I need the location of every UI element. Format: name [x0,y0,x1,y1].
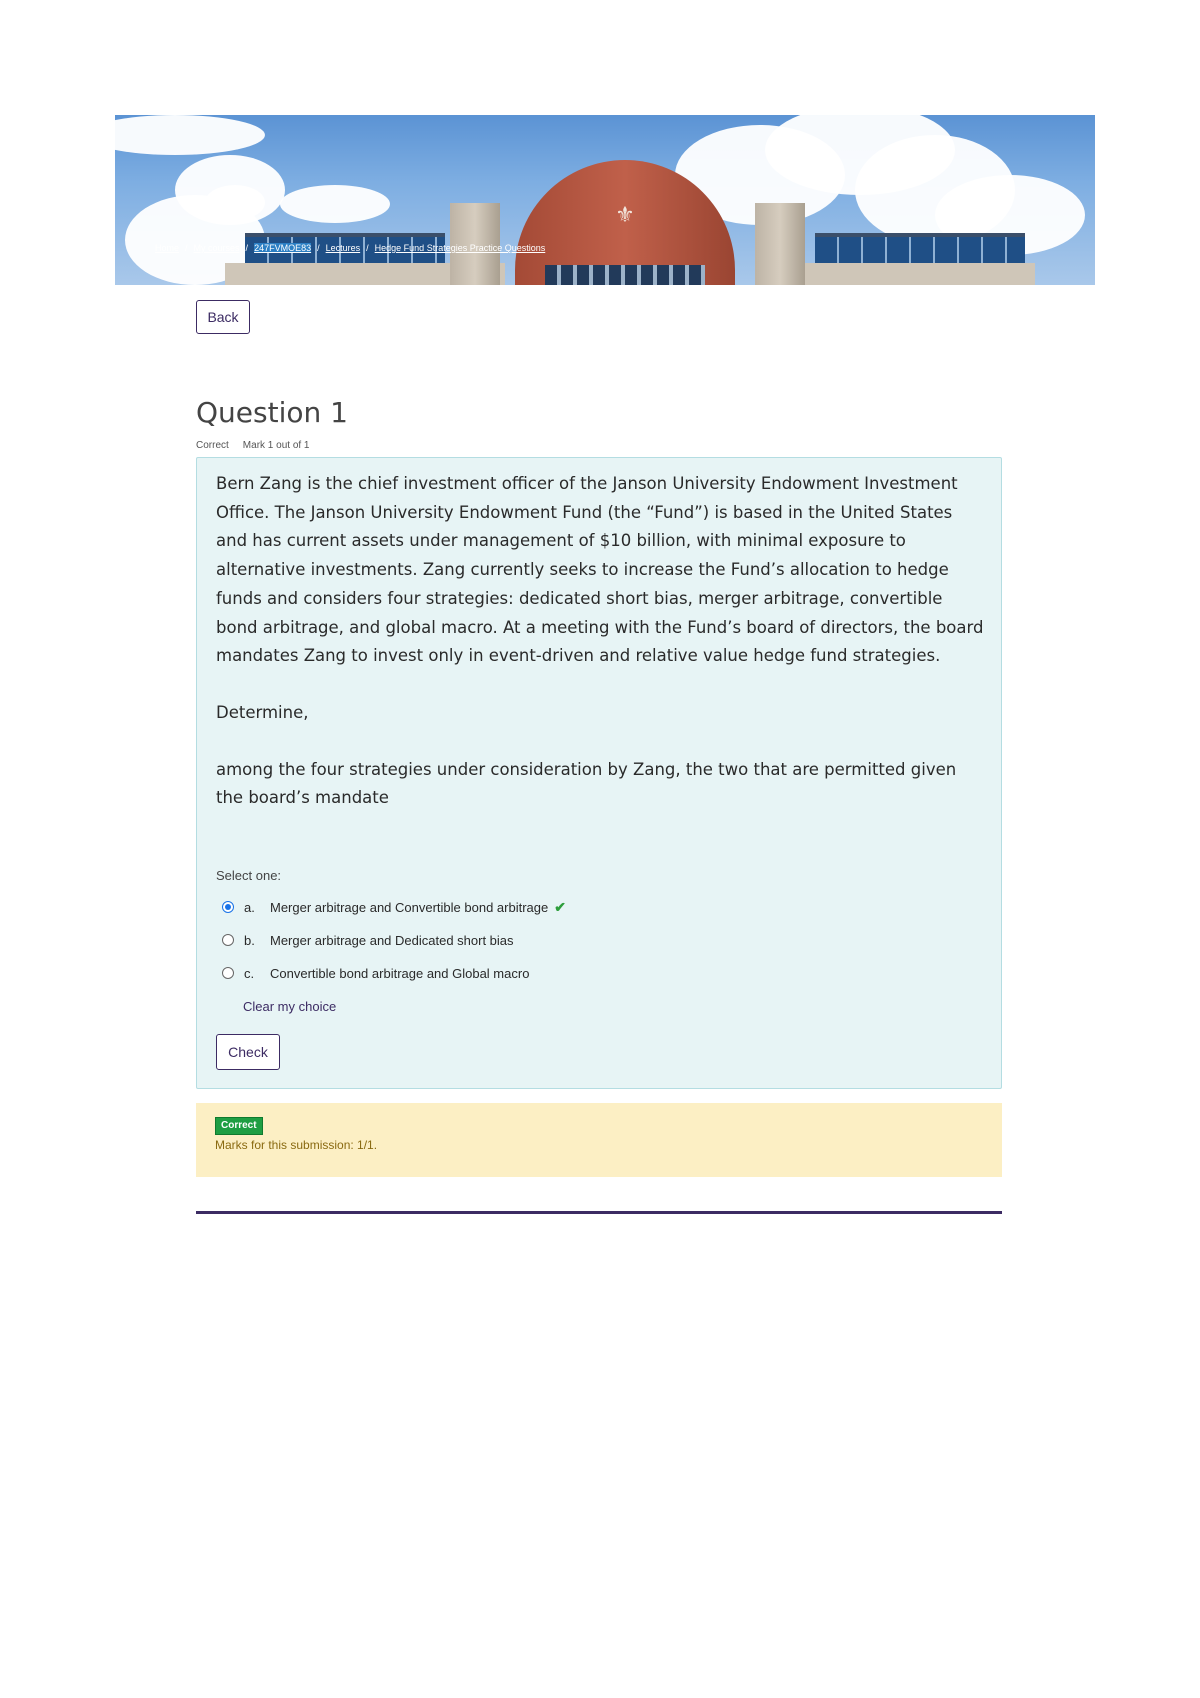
question-title: Question 1 [196,396,348,429]
check-button[interactable]: Check [216,1034,280,1070]
radio-button[interactable] [222,934,234,946]
question-text [216,470,986,813]
clear-my-choice-link[interactable]: Clear my choice [243,999,337,1014]
header-banner-image [115,115,1095,285]
correct-badge: Correct [215,1117,263,1135]
question-paragraph: Bern Zang is the chief investment officer of the Janson University Endowment Investment Office. The Janson University Endowment Fund (the “Fund”) is based in the United States and has current assets under management of $10 billion, with minimal exposure to alternative investments. Zang currently seeks to increase the Fund’s allocation to hedge funds and considers four strategies: dedicated short bias, merger arbitrage, convertible bond arbitrage, and global macro. At a meeting with the Fund’s board of directors, the board mandates Zang to invest only in event-driven and relative value hedge fund strategies. [216,474,984,666]
radio-button[interactable] [222,967,234,979]
building-tower-right [755,203,805,285]
option-text: Merger arbitrage and Convertible bond arbitrage [270,899,549,915]
question-status: Correct [196,440,229,451]
option-text: Merger arbitrage and Dedicated short bias [270,932,514,948]
feedback-box [196,1103,1002,1177]
answer-option-b[interactable] [222,930,514,950]
question-content-box [196,457,1002,1089]
answer-option-a[interactable] [222,897,566,917]
rotunda-windows [545,265,705,285]
correct-check-icon: ✔ [554,898,566,915]
breadcrumb-activity[interactable]: Hedge Fund Strategies Practice Questions [374,243,546,253]
radio-button-selected[interactable] [222,901,234,913]
select-one-label: Select one: [216,868,282,883]
back-button[interactable]: Back [196,300,250,334]
option-letter: a. [244,899,255,915]
question-mark: Mark 1 out of 1 [242,440,310,451]
marks-text: Marks for this submission: 1/1. [215,1138,378,1152]
option-letter: b. [244,932,255,948]
building-glass-wing-right [815,233,1025,267]
university-crest-icon: ⚜ [615,203,635,228]
option-letter: c. [244,965,255,981]
option-text: Convertible bond arbitrage and Global macro [270,965,530,981]
question-paragraph: Determine, [216,702,309,722]
cloud [205,185,265,220]
breadcrumb: Home / My courses / 247FVMOE83 / Lectures / Hedge Fund Strategies Practice Questions [155,243,546,253]
breadcrumb-home[interactable]: Home [155,243,180,253]
cloud [280,185,390,223]
question-paragraph: among the four strategies under consideration by Zang, the two that are permitted given the board’s mandate [216,759,957,808]
question-info [196,440,310,451]
breadcrumb-section[interactable]: Lectures [325,243,361,253]
breadcrumb-my-courses[interactable]: My courses [193,243,240,253]
answer-option-c[interactable] [222,963,529,983]
section-divider [196,1211,1002,1214]
cloud [115,115,265,155]
breadcrumb-course[interactable]: 247FVMOE83 [254,243,312,253]
